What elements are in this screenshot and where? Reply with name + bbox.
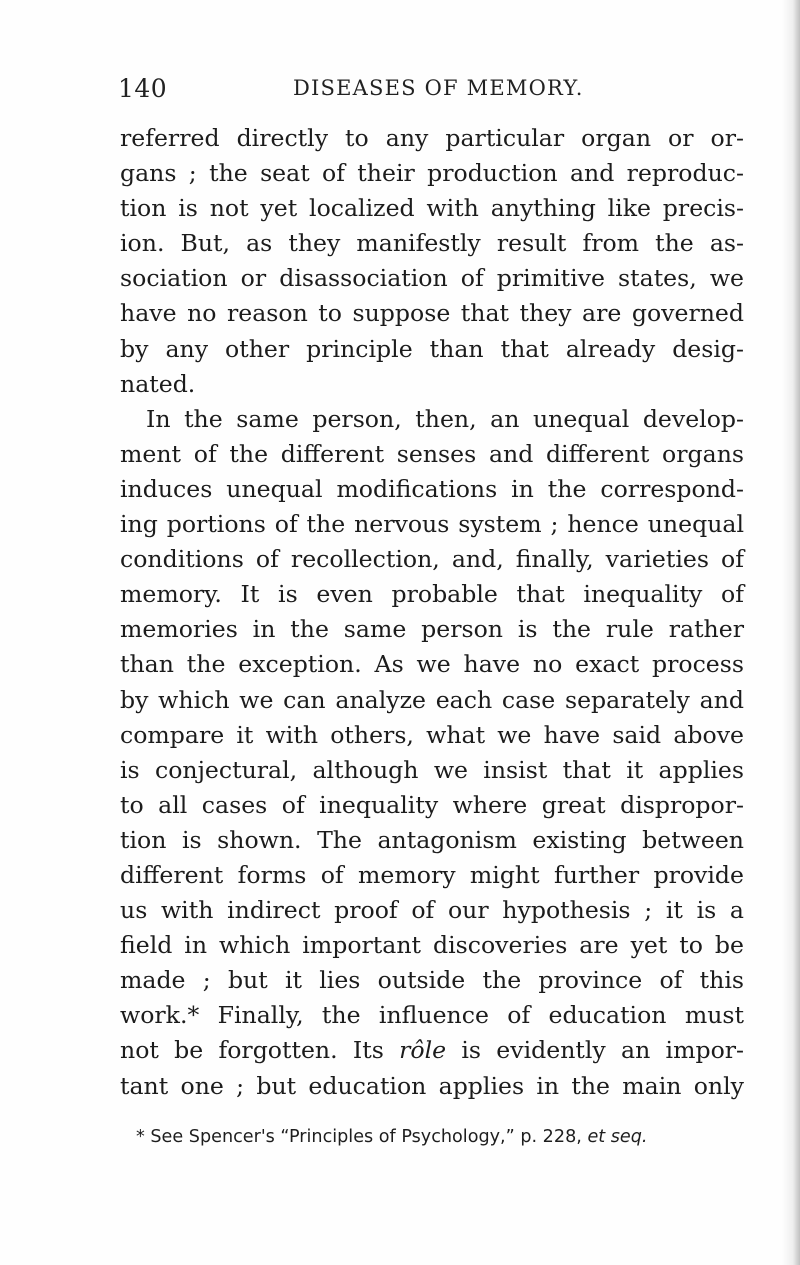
text-line: sociation or disassociation of primitive states, we: [120, 264, 744, 293]
text-line: tant one ; but education applies in the main only: [120, 1071, 744, 1100]
text-line: us with indirect proof of our hypothesis ; it is a: [120, 896, 744, 925]
line-segment: is evidently an impor-: [461, 1036, 745, 1065]
footnote-text: See Spencer's “Principles of Psychology,” p. 228,: [150, 1127, 582, 1147]
footnote: [136, 1123, 746, 1151]
page-edge-shadow: [782, 0, 800, 1265]
text-line: conditions of recollection, and, finally, varieties of: [120, 545, 744, 574]
text-line: In the same person, then, an unequal develop-: [146, 404, 744, 433]
text-line: tion is shown. The antagonism existing between: [120, 825, 744, 854]
text-line: ion. But, as they manifestly result from the as-: [120, 229, 744, 258]
text-line: referred directly to any particular organ or or-: [120, 124, 744, 152]
line-segment: not be forgotten. Its: [120, 1036, 384, 1065]
text-line: nated.: [120, 369, 196, 398]
footnote-marker: *: [136, 1127, 145, 1147]
text-line: memories in the same person is the rule rather: [120, 615, 744, 644]
text-line: than the exception. As we have no exact process: [120, 650, 744, 679]
text-line: different forms of memory might further provide: [120, 860, 744, 889]
text-line: ment of the different senses and different organs: [120, 439, 744, 468]
text-line: tion is not yet localized with anything like precis-: [120, 194, 744, 223]
running-title: DISEASES OF MEMORY.: [293, 76, 584, 100]
text-line: gans ; the seat of their production and reproduc-: [120, 159, 744, 188]
text-line: is conjectural, although we insist that it applies: [120, 755, 744, 784]
footnote-et-seq: et seq.: [587, 1127, 648, 1147]
running-head: [118, 74, 746, 110]
text-line: work.* Finally, the influence of education must: [120, 1001, 744, 1030]
text-line: induces unequal modifications in the correspond-: [120, 474, 744, 503]
text-line: to all cases of inequality where great dispropor-: [120, 790, 744, 819]
text-line: have no reason to suppose that they are governed: [120, 299, 744, 328]
text-line: by any other principle than that already desig-: [120, 334, 744, 363]
italic-role: rôle: [399, 1036, 447, 1065]
text-line: field in which important discoveries are yet to be: [120, 931, 744, 960]
text-line: ing portions of the nervous system ; hence unequal: [120, 510, 744, 539]
text-line: memory. It is even probable that inequality of: [120, 580, 744, 609]
text-line: compare it with others, what we have said above: [120, 720, 744, 749]
page-number: 140: [118, 74, 168, 103]
text-line: [120, 1033, 744, 1068]
body-text: [120, 121, 744, 1104]
text-line: made ; but it lies outside the province of this: [120, 966, 744, 995]
text-line: by which we can analyze each case separately and: [120, 685, 744, 714]
